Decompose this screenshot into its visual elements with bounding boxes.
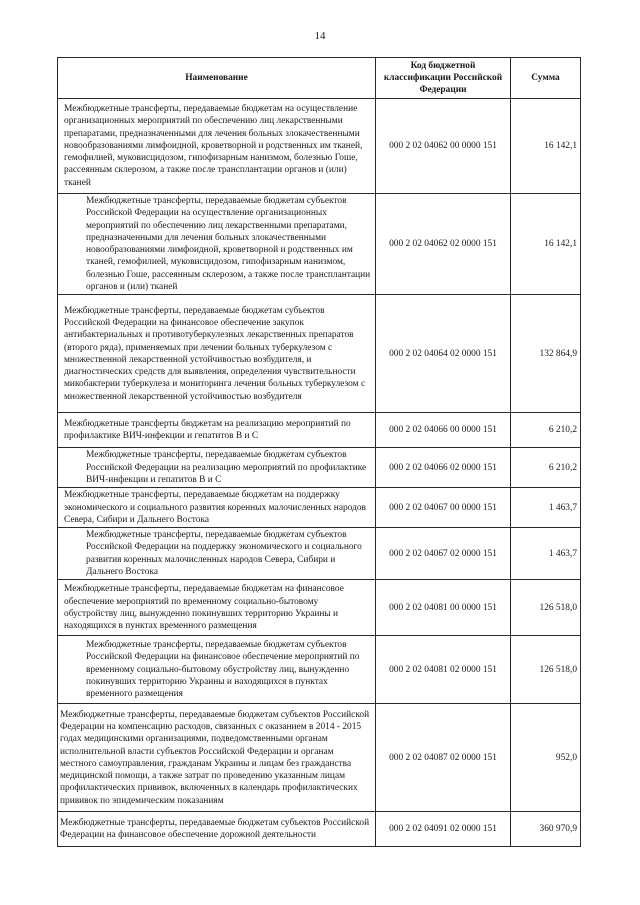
header-sum: Сумма xyxy=(511,58,581,99)
row-name: Межбюджетные трансферты, передаваемые бюджетам на осуществление организационных мероприятий по обеспечению лиц лекарственными препаратами, предназначенными для лечения больных злокачественными новообразованиями лимфоидной, кроветворной и родственных им тканей, гемофилией, муковисцидозом, гипофизарным нанизмом, болезнью Гоше, рассеянным склерозом, а также после трансплантации органов и (или) тканей xyxy=(58,99,376,194)
row-sum: 126 518,0 xyxy=(511,636,581,704)
row-code: 000 2 02 04064 02 0000 151 xyxy=(376,295,511,413)
row-code: 000 2 02 04066 00 0000 151 xyxy=(376,413,511,448)
row-sum: 6 210,2 xyxy=(511,448,581,488)
table-row xyxy=(58,704,581,812)
table-body xyxy=(58,99,581,847)
row-sum: 6 210,2 xyxy=(511,413,581,448)
header-row xyxy=(58,58,581,99)
row-code: 000 2 02 04066 02 0000 151 xyxy=(376,448,511,488)
row-sum: 126 518,0 xyxy=(511,580,581,636)
table-header xyxy=(58,58,581,99)
table-row xyxy=(58,99,581,194)
row-name: Межбюджетные трансферты, передаваемые бюджетам на поддержку экономического и социального развития коренных малочисленных народов Севера, Сибири и Дальнего Востока xyxy=(58,488,376,528)
row-sum: 16 142,1 xyxy=(511,194,581,295)
row-code: 000 2 02 04062 02 0000 151 xyxy=(376,194,511,295)
row-code: 000 2 02 04087 02 0000 151 xyxy=(376,704,511,812)
page-number: 14 xyxy=(314,30,326,42)
table-row xyxy=(58,448,581,488)
row-name: Межбюджетные трансферты бюджетам на реализацию мероприятий по профилактике ВИЧ-инфекции и гепатитов В и С xyxy=(58,413,376,448)
row-name: Межбюджетные трансферты, передаваемые бюджетам на финансовое обеспечение мероприятий по временному социально-бытовому обустройству лиц, вынужденно покинувших территорию Украины и находящихся в пунктах временного размещения xyxy=(58,580,376,636)
row-code: 000 2 02 04081 00 0000 151 xyxy=(376,580,511,636)
row-sum: 952,0 xyxy=(511,704,581,812)
row-code: 000 2 02 04081 02 0000 151 xyxy=(376,636,511,704)
header-name: Наименование xyxy=(58,58,376,99)
row-name: Межбюджетные трансферты, передаваемые бюджетам субъектов Российской Федерации на финансовое обеспечение мероприятий по временному социально-бытовому обустройству лиц, вынужденно покинувших территорию Украины и находящихся в пунктах временного размещения xyxy=(58,636,376,704)
row-sum: 1 463,7 xyxy=(511,488,581,528)
table-row xyxy=(58,295,581,413)
row-code: 000 2 02 04062 00 0000 151 xyxy=(376,99,511,194)
row-name: Межбюджетные трансферты, передаваемые бюджетам субъектов Российской Федерации на осуществление организационных мероприятий по обеспечению лиц лекарственными препаратами, предназначенными для лечения больных злокачественными новообразованиями лимфоидной, кроветворной и родственных им тканей, гемофилией, муковисцидозом, гипофизарным нанизмом, болезнью Гоше, рассеянным склерозом, а также после трансплантации органов и (или) тканей xyxy=(58,194,376,295)
row-sum: 1 463,7 xyxy=(511,528,581,580)
table-row xyxy=(58,580,581,636)
table-row xyxy=(58,194,581,295)
row-name: Межбюджетные трансферты, передаваемые бюджетам субъектов Российской Федерации на компенсацию расходов, связанных с оказанием в 2014 - 2015 годах медицинскими организациями, подведомственными органам исполнительной власти субъектов Российской Федерации и органам местного самоуправления, гражданам Украины и лицам без гражданства медицинской помощи, а также затрат по проведению указанным лицам профилактических прививок, включенных в календарь профилактических прививок по эпидемическим показаниям xyxy=(58,704,376,812)
table-row xyxy=(58,812,581,847)
row-sum: 360 970,9 xyxy=(511,812,581,847)
row-name: Межбюджетные трансферты, передаваемые бюджетам субъектов Российской Федерации на поддержку экономического и социального развития коренных малочисленных народов Севера, Сибири и Дальнего Востока xyxy=(58,528,376,580)
table-row xyxy=(58,636,581,704)
row-code: 000 2 02 04091 02 0000 151 xyxy=(376,812,511,847)
table-row xyxy=(58,528,581,580)
budget-table xyxy=(57,57,581,847)
row-code: 000 2 02 04067 02 0000 151 xyxy=(376,528,511,580)
table-row xyxy=(58,488,581,528)
row-name: Межбюджетные трансферты, передаваемые бюджетам субъектов Российской Федерации на реализацию мероприятий по профилактике ВИЧ-инфекции и гепатитов В и С xyxy=(58,448,376,488)
row-name: Межбюджетные трансферты, передаваемые бюджетам субъектов Российской Федерации на финансовое обеспечение дорожной деятельности xyxy=(58,812,376,847)
row-sum: 16 142,1 xyxy=(511,99,581,194)
row-code: 000 2 02 04067 00 0000 151 xyxy=(376,488,511,528)
table-row xyxy=(58,413,581,448)
row-name: Межбюджетные трансферты, передаваемые бюджетам субъектов Российской Федерации на финансовое обеспечение закупок антибактериальных и противотуберкулезных лекарственных препаратов (второго ряда), применяемых при лечении больных туберкулезом с множественной лекарственной устойчивостью возбудителя, и диагностических средств для выявления, определения чувствительности микобактерии туберкулеза и мониторинга лечения больных туберкулезом с множественной лекарственной устойчивостью возбудителя xyxy=(58,295,376,413)
row-sum: 132 864,9 xyxy=(511,295,581,413)
header-code: Код бюджетной классификации Российской Федерации xyxy=(376,58,511,99)
